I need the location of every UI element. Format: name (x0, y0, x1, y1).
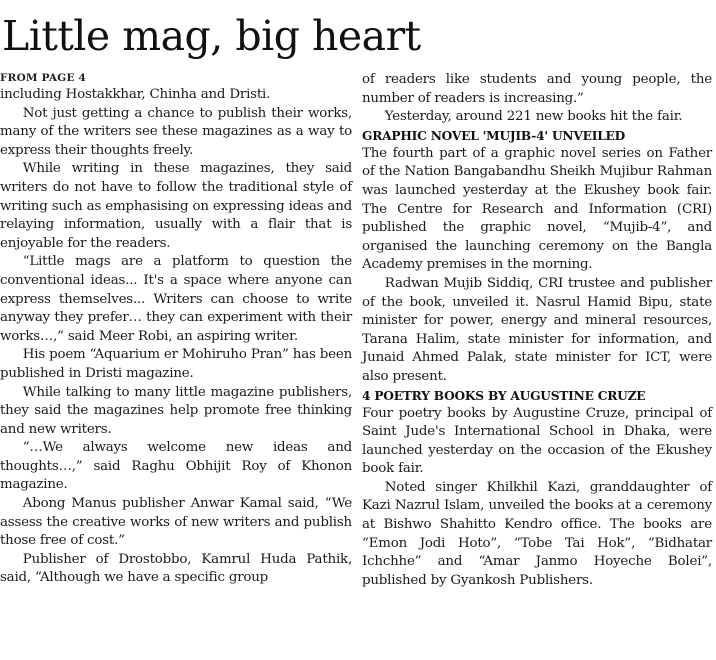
right-column (362, 71, 712, 590)
jump-label: FROM PAGE 4 (0, 72, 87, 84)
paragraph: The fourth part of a graphic novel series on Father of the Nation Bangabandhu Sheikh Mujibur Rahman was launched yesterday at the Ekushey book fair. The Centre for Research and Information (CRI) published the graphic novel, “Mujib-4”, and organised the launching ceremony on the Bangla Academy premises in the morning. (362, 145, 712, 273)
paragraph: Four poetry books by Augustine Cruze, principal of Saint Jude's International School in Dhaka, were launched yesterday on the occasion of the Ekushey book fair. (362, 405, 712, 477)
paragraph: While talking to many little magazine publishers, they said the magazines help promote free thinking and new writers. (0, 384, 352, 437)
section-heading-poetry: 4 POETRY BOOKS BY AUGUSTINE CRUZE (362, 388, 646, 403)
paragraph: His poem “Aquarium er Mohiruho Pran” has been published in Dristi magazine. (0, 347, 352, 381)
left-column (0, 71, 352, 588)
paragraph: While writing in these magazines, they said writers do not have to follow the traditional style of writing such as emphasising on expressing ideas and relaying information, usually with a flair that is enjoyable for the readers. (0, 161, 352, 251)
paragraph: including Hostakkhar, Chinha and Dristi. (0, 87, 271, 102)
paragraph: Not just getting a chance to publish their works, many of the writers see these magazines as a way to express their thoughts freely. (0, 105, 352, 158)
headline: Little mag, big heart (2, 12, 421, 60)
paragraph: Yesterday, around 221 new books hit the fair. (384, 109, 683, 125)
paragraph: of readers like students and young people, the number of readers is increasing.” (362, 72, 712, 106)
paragraph: Publisher of Drostobbo, Kamrul Huda Pathik, said, “Although we have a specific group (0, 551, 352, 586)
paragraph: “…We always welcome new ideas and thoughts…,” said Raghu Obhijit Roy of Khonon magazine. (0, 440, 352, 493)
paragraph: Noted singer Khilkhil Kazi, granddaughter of Kazi Nazrul Islam, unveiled the books at a ceremony at Bishwo Shahitto Kendro office. The books are “Emon Jodi Hoto”, “Tobe Tai Hok”, “Bidhatar Ichchhe” and “Amar Janmo Hoyeche Bolei”, published by Gyankosh Publishers. (362, 479, 712, 588)
section-heading-mujib: GRAPHIC NOVEL 'MUJIB-4' UNVEILED (362, 128, 626, 143)
paragraph: Radwan Mujib Siddiq, CRI trustee and publisher of the book, unveiled it. Nasrul Hamid Bipu, state minister for power, energy and mineral resources, Tarana Halim, state minister for information, and Junaid Ahmed Palak, state minister for ICT, were also present. (362, 275, 712, 384)
paragraph: Abong Manus publisher Anwar Kamal said, “We assess the creative works of new writers and publish those free of cost.” (0, 496, 352, 549)
paragraph: “Little mags are a platform to question the conventional ideas... It's a space where anyone can express themselves... Writers can choose to write anyway they prefer… they can experiment with their works…,” said Meer Robi, an aspiring writer. (0, 254, 352, 344)
